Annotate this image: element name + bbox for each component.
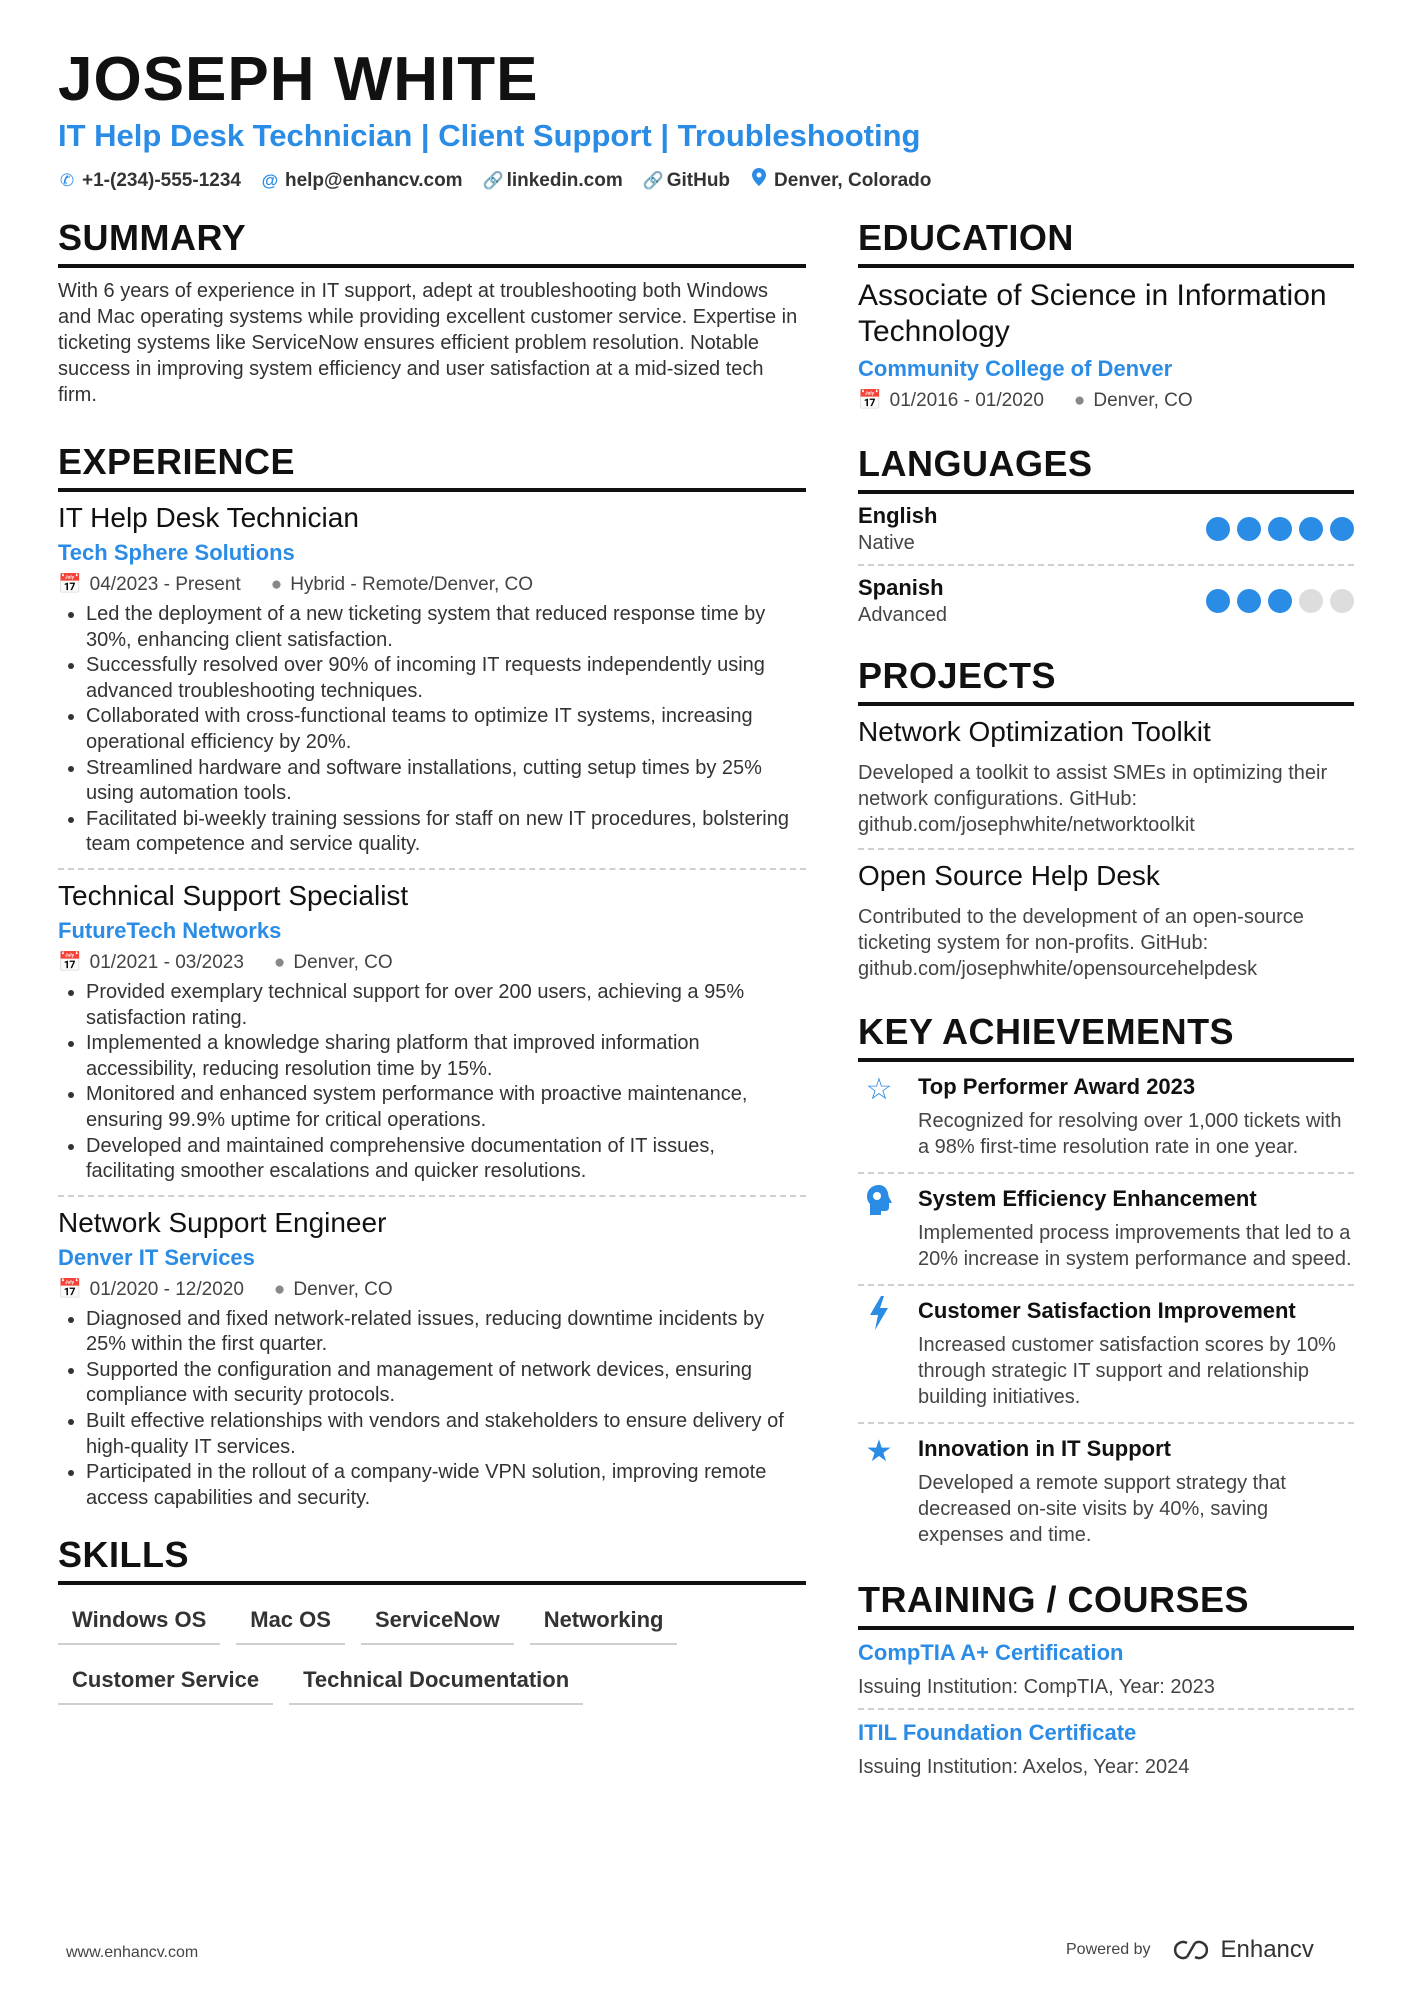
calendar-icon: 📅: [58, 574, 82, 595]
left-column: [58, 216, 806, 1705]
skill-tag: Customer Service: [58, 1659, 273, 1705]
achievement-item: [858, 1422, 1354, 1560]
contact-location-text: Denver, Colorado: [774, 170, 932, 191]
education-location: Denver, CO: [1093, 390, 1193, 411]
language-rating: [1206, 589, 1354, 613]
rating-dot-filled: [1237, 589, 1261, 613]
job-entry: [58, 492, 806, 868]
achievements-section: [858, 1010, 1354, 1560]
footer-website[interactable]: www.enhancv.com: [66, 1944, 199, 1961]
location-icon: [750, 168, 768, 194]
job-bullets: [58, 980, 806, 1185]
rating-dot-filled: [1299, 517, 1323, 541]
star-outline-icon: ☆: [865, 1073, 893, 1106]
skills-section: [58, 1533, 806, 1705]
job-bullets: [58, 1307, 806, 1512]
summary-text: With 6 years of experience in IT support, adept at troubleshooting both Windows and Mac operating systems while providing excellent customer service. Expertise in ticketing systems like ServiceNow ensures efficient problem resolution. Notable success in improving system efficiency and user satisfaction at a mid-sized tech firm.: [58, 280, 798, 406]
job-bullet: • Diagnosed and fixed network-related issues, reducing downtime incidents by 25% within the first quarter.: [86, 1307, 806, 1358]
job-bullet: • Implemented a knowledge sharing platform that improved information accessibility, reducing resolution time by 15%.: [86, 1031, 806, 1082]
job-bullets: [58, 602, 806, 858]
languages-heading: LANGUAGES: [858, 442, 1354, 494]
contact-phone[interactable]: [58, 168, 241, 194]
course-title: ITIL Foundation Certificate: [858, 1720, 1137, 1745]
achievement-item: [858, 1062, 1354, 1172]
job-title: IT Help Desk Technician: [58, 502, 359, 533]
job-bullet: • Participated in the rollout of a company-wide VPN solution, improving remote access capabilities and security.: [86, 1460, 806, 1511]
skill-tag: Networking: [530, 1599, 678, 1645]
course-title: CompTIA A+ Certification: [858, 1640, 1124, 1665]
job-bullet: • Built effective relationships with vendors and stakeholders to ensure delivery of high-quality IT services.: [86, 1409, 806, 1460]
job-meta: [58, 950, 806, 976]
achievement-description: Increased customer satisfaction scores by 10% through strategic IT support and relationship building initiatives.: [918, 1334, 1336, 1408]
experience-section: [58, 440, 806, 1521]
rating-dot-filled: [1330, 517, 1354, 541]
contact-bar: [58, 168, 931, 194]
course-item: [858, 1708, 1354, 1788]
candidate-title: IT Help Desk Technician | Client Support | Troubleshooting: [58, 118, 921, 153]
achievement-item: [858, 1284, 1354, 1422]
projects-heading: PROJECTS: [858, 654, 1354, 706]
achievement-description: Developed a remote support strategy that decreased on-site visits by 40%, saving expenses and time.: [918, 1472, 1286, 1546]
education-section: [858, 216, 1354, 414]
job-dates: 04/2023 - Present: [89, 574, 241, 595]
job-bullet: • Successfully resolved over 90% of incoming IT requests independently using advanced troubleshooting techniques.: [86, 653, 806, 704]
course-description: Issuing Institution: CompTIA, Year: 2023: [858, 1676, 1215, 1698]
language-item: [858, 564, 1354, 636]
job-location: Hybrid - Remote/Denver, CO: [290, 574, 534, 595]
link-icon: 🔗: [642, 171, 664, 190]
education-dates: 01/2016 - 01/2020: [889, 390, 1044, 411]
summary-heading: SUMMARY: [58, 216, 806, 268]
rating-dot-empty: [1330, 589, 1354, 613]
star-icon: ★: [865, 1435, 893, 1468]
skills-list: [58, 1599, 806, 1705]
location-icon: ●: [270, 574, 283, 595]
language-name: Spanish: [858, 575, 944, 600]
language-item: [858, 494, 1354, 564]
training-section: [858, 1578, 1354, 1788]
brain-head-icon: [858, 1184, 900, 1272]
contact-phone-text: +1-(234)-555-1234: [82, 170, 241, 191]
skills-heading: SKILLS: [58, 1533, 806, 1585]
contact-linkedin[interactable]: [483, 168, 623, 194]
contact-linkedin-text: linkedin.com: [506, 170, 623, 191]
language-name: English: [858, 503, 938, 528]
school-name: Community College of Denver: [858, 356, 1173, 381]
achievement-title: System Efficiency Enhancement: [918, 1186, 1257, 1211]
project-item: [858, 848, 1354, 992]
powered-by-label: Powered by: [1066, 1941, 1151, 1958]
job-entry: [58, 1195, 806, 1522]
location-icon: ●: [1073, 390, 1086, 411]
experience-heading: EXPERIENCE: [58, 440, 806, 492]
candidate-name: JOSEPH WHITE: [58, 45, 539, 114]
job-title: Network Support Engineer: [58, 1206, 387, 1238]
location-icon: ●: [273, 951, 286, 973]
rating-dot-filled: [1237, 517, 1261, 541]
job-dates: 01/2020 - 12/2020: [89, 1278, 244, 1300]
job-bullet: • Collaborated with cross-functional teams to optimize IT systems, increasing operational efficiency by 20%.: [86, 704, 806, 755]
contact-location: [750, 168, 931, 194]
calendar-icon: 📅: [58, 1278, 82, 1300]
project-title: Open Source Help Desk: [858, 860, 1160, 891]
degree-title: Associate of Science in Information Technology: [858, 279, 1327, 348]
achievements-heading: KEY ACHIEVEMENTS: [858, 1010, 1354, 1062]
achievement-title: Innovation in IT Support: [918, 1436, 1171, 1461]
job-meta: [58, 572, 806, 598]
link-icon: 🔗: [482, 171, 504, 190]
rating-dot-filled: [1206, 517, 1230, 541]
training-heading: TRAINING / COURSES: [858, 1578, 1354, 1630]
job-location: Denver, CO: [293, 1278, 393, 1300]
job-dates: 01/2021 - 03/2023: [89, 951, 244, 973]
achievement-description: Recognized for resolving over 1,000 tickets with a 98% first-time resolution rate in one year.: [918, 1110, 1342, 1158]
language-level: Advanced: [858, 604, 947, 626]
project-description: Contributed to the development of an open-source ticketing system for non-profits. GitHub: github.com/josephwhite/opensourcehelpdesk: [858, 906, 1304, 980]
rating-dot-filled: [1206, 589, 1230, 613]
job-bullet: • Monitored and enhanced system performance with proactive maintenance, ensuring 99.9% uptime for critical operations.: [86, 1082, 806, 1133]
achievement-item: [858, 1172, 1354, 1284]
project-title: Network Optimization Toolkit: [858, 716, 1211, 747]
company-name: Tech Sphere Solutions: [58, 540, 295, 565]
job-bullet: • Facilitated bi-weekly training sessions for staff on new IT procedures, bolstering team competence and service quality.: [86, 807, 806, 858]
right-column: [858, 216, 1354, 1788]
phone-icon: ✆: [59, 171, 75, 190]
contact-github-text: GitHub: [666, 170, 731, 191]
skill-tag: Technical Documentation: [289, 1659, 583, 1705]
education-meta: [858, 388, 1354, 414]
calendar-icon: 📅: [58, 951, 82, 973]
job-entry: [58, 868, 806, 1195]
job-bullet: • Supported the configuration and management of network devices, ensuring compliance with security protocols.: [86, 1358, 806, 1409]
rating-dot-filled: [1268, 517, 1292, 541]
project-description: Developed a toolkit to assist SMEs in optimizing their network configurations. GitHub: github.com/josephwhite/networktoolkit: [858, 762, 1328, 836]
job-bullet: • Provided exemplary technical support for over 200 users, achieving a 95% satisfaction rating.: [86, 980, 806, 1031]
skill-tag: Windows OS: [58, 1599, 220, 1645]
rating-dot-empty: [1299, 589, 1323, 613]
language-level: Native: [858, 532, 915, 554]
course-item: [858, 1630, 1354, 1708]
company-name: FutureTech Networks: [58, 917, 282, 943]
job-title: Technical Support Specialist: [58, 879, 409, 911]
skill-tag: ServiceNow: [361, 1599, 514, 1645]
skill-tag: Mac OS: [236, 1599, 345, 1645]
achievement-title: Top Performer Award 2023: [918, 1074, 1196, 1099]
job-bullet: • Developed and maintained comprehensive documentation of IT issues, facilitating smoother escalations and quicker resolutions.: [86, 1134, 806, 1185]
job-bullet: • Streamlined hardware and software installations, cutting setup times by 25% using automation tools.: [86, 756, 806, 807]
languages-section: [858, 442, 1354, 636]
summary-section: [58, 216, 806, 408]
enhancv-logo[interactable]: [1169, 1936, 1314, 1964]
lightning-icon: [858, 1296, 900, 1410]
projects-section: [858, 654, 1354, 992]
project-item: [858, 706, 1354, 848]
achievement-description: Implemented process improvements that led to a 20% increase in system performance and speed.: [918, 1222, 1352, 1270]
contact-github[interactable]: [643, 168, 730, 194]
location-icon: ●: [273, 1278, 286, 1300]
achievement-title: Customer Satisfaction Improvement: [918, 1298, 1296, 1323]
calendar-icon: 📅: [858, 390, 882, 411]
contact-email-text: help@enhancv.com: [284, 170, 463, 191]
at-icon: @: [261, 171, 279, 190]
rating-dot-filled: [1268, 589, 1292, 613]
education-heading: EDUCATION: [858, 216, 1354, 268]
job-location: Denver, CO: [293, 951, 393, 973]
job-bullet: • Led the deployment of a new ticketing system that reduced response time by 30%, enhancing client satisfaction.: [86, 602, 806, 653]
course-description: Issuing Institution: Axelos, Year: 2024: [858, 1756, 1190, 1778]
brand-name: Enhancv: [1220, 1936, 1314, 1963]
job-meta: [58, 1277, 806, 1303]
company-name: Denver IT Services: [58, 1244, 255, 1270]
footer-branding: [1066, 1936, 1314, 1964]
contact-email[interactable]: [261, 168, 463, 194]
language-rating: [1206, 517, 1354, 541]
